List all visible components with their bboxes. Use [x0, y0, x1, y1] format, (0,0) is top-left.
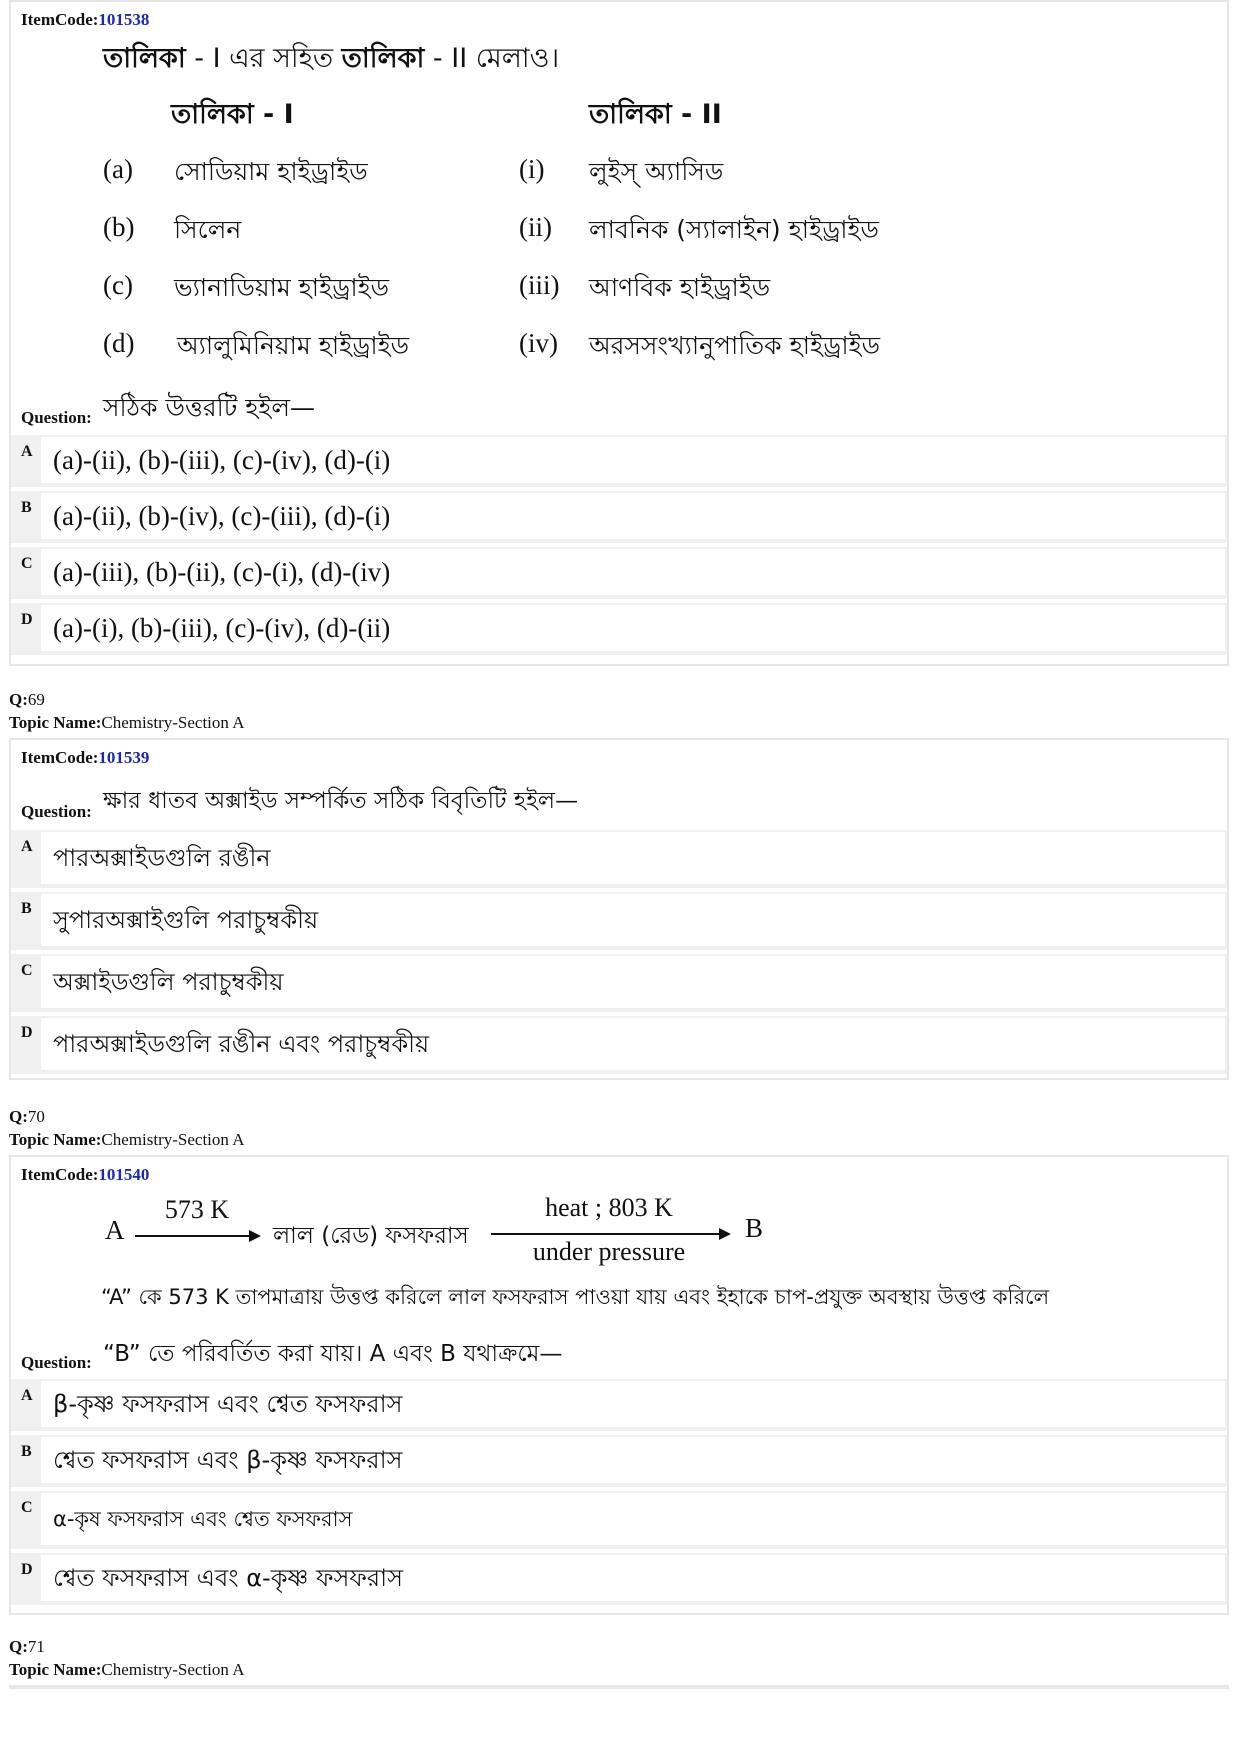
- topic-label: Topic Name:: [9, 1130, 102, 1149]
- question-label: Question:: [21, 408, 92, 427]
- option-b[interactable]: [11, 491, 1227, 543]
- option-text: β-কৃষ্ণ ফসফরাস এবং শ্বেত ফসফরাস: [41, 1381, 1225, 1427]
- item-code-label: ItemCode:: [21, 1165, 99, 1184]
- option-text: শ্বেত ফসফরাস এবং α-কৃষ্ণ ফসফরাস: [41, 1555, 1225, 1601]
- option-b[interactable]: [11, 892, 1227, 950]
- q-label: Q:: [9, 690, 28, 709]
- list-1-item: অ্যালুমিনিয়াম হাইড্রাইড: [177, 331, 410, 360]
- option-a[interactable]: [11, 1379, 1227, 1431]
- item-code: [21, 1165, 149, 1185]
- item-code: [21, 748, 149, 768]
- q-number: 69: [27, 690, 45, 709]
- instruction-bold-1: তালিকা: [103, 43, 186, 74]
- option-letter: D: [21, 611, 33, 628]
- item-code-label: ItemCode:: [21, 10, 99, 29]
- option-text: অক্সাইডগুলি পরাচুম্বকীয়: [41, 956, 1225, 1008]
- option-d[interactable]: [11, 603, 1227, 655]
- option-text: (a)-(ii), (b)-(iii), (c)-(iv), (d)-(i): [41, 437, 1225, 483]
- item-code: [21, 10, 149, 30]
- arrow-1-head: [249, 1230, 261, 1242]
- match-instruction: [103, 38, 559, 83]
- list-1-marker: (c): [103, 270, 133, 300]
- option-letter: C: [21, 962, 33, 979]
- option-letter: A: [21, 443, 33, 460]
- reaction-middle: লাল (রেড) ফসফরাস: [273, 1223, 469, 1249]
- item-code-number: 101539: [98, 748, 150, 767]
- option-c[interactable]: [11, 1491, 1227, 1549]
- option-letter: D: [21, 1561, 33, 1578]
- list-2-marker: (i): [519, 154, 545, 184]
- topic-label: Topic Name:: [9, 713, 102, 732]
- arrow-1: [135, 1235, 251, 1237]
- list-2-heading: তালিকা - II: [589, 99, 722, 130]
- list-2-item: লাবনিক (স্যালাইন) হাইড্রাইড: [589, 215, 879, 244]
- option-text: (a)-(i), (b)-(iii), (c)-(iv), (d)-(ii): [41, 605, 1225, 651]
- question-number-line: [9, 690, 45, 710]
- question-text: “B” তে পরিবর্তিত করা যায়। A এবং B যথাক্রমে—: [103, 1341, 563, 1367]
- option-c[interactable]: [11, 547, 1227, 599]
- topic-name: Chemistry-Section A: [101, 713, 245, 732]
- instruction-bold-2: তালিকা: [341, 43, 425, 74]
- option-text: পারঅক্সাইডগুলি রঙীন: [41, 832, 1225, 884]
- arrow-2-label-top: heat ; 803 K: [545, 1193, 673, 1222]
- reaction-start: A: [105, 1215, 125, 1245]
- instruction-part-2: - II মেলাও।: [424, 43, 560, 74]
- option-c[interactable]: [11, 954, 1227, 1012]
- q-label: Q:: [9, 1107, 28, 1126]
- option-letter: D: [21, 1024, 33, 1041]
- list-1-heading: তালিকা - I: [171, 99, 294, 130]
- card-top-border: [9, 1685, 1229, 1689]
- option-a[interactable]: [11, 435, 1227, 487]
- item-code-number: 101540: [98, 1165, 150, 1184]
- list-2-marker: (ii): [519, 212, 552, 242]
- arrow-2: [491, 1233, 721, 1235]
- option-letter: B: [21, 499, 32, 516]
- topic-line: [9, 713, 244, 733]
- option-b[interactable]: [11, 1435, 1227, 1487]
- option-text: শ্বেত ফসফরাস এবং β-কৃষ্ণ ফসফরাস: [41, 1437, 1225, 1483]
- list-2-item: আণবিক হাইড্রাইড: [589, 273, 771, 302]
- option-text: সুপারঅক্সাইগুলি পরাচুম্বকীয়: [41, 894, 1225, 946]
- option-letter: A: [21, 1387, 33, 1404]
- question-card-101539: [9, 738, 1229, 1080]
- question-number-line: [9, 1637, 45, 1657]
- statement-line: “A” কে 573 K তাপমাত্রায় উত্তপ্ত করিলে লাল ফসফরাস পাওয়া যায় এবং ইহাকে চাপ-প্রযুক্ত অবস্থায় উত্তপ্ত করিলে: [101, 1285, 1050, 1309]
- arrow-2-label-bottom: under pressure: [532, 1237, 686, 1266]
- list-1-marker: (d): [103, 328, 135, 358]
- question-number-line: [9, 1107, 45, 1127]
- q-number: 71: [27, 1637, 45, 1656]
- list-1-item: সিলেন: [174, 215, 242, 244]
- topic-line: [9, 1130, 244, 1150]
- instruction-part-1: - I এর সহিত: [185, 43, 342, 74]
- question-text: সঠিক উত্তরটি হইল—: [103, 393, 316, 422]
- question-card-101540: [9, 1155, 1229, 1615]
- list-1-item: ভ্যানাডিয়াম হাইড্রাইড: [174, 273, 390, 302]
- option-text: (a)-(iii), (b)-(ii), (c)-(i), (d)-(iv): [41, 549, 1225, 595]
- question-label: Question:: [21, 802, 92, 821]
- list-1-marker: (b): [103, 212, 135, 242]
- list-1-item: সোডিয়াম হাইড্রাইড: [174, 157, 368, 186]
- list-2-item: লুইস্ অ্যাসিড: [589, 157, 724, 186]
- topic-line: [9, 1660, 244, 1680]
- option-letter: A: [21, 838, 33, 855]
- list-2-marker: (iv): [519, 328, 558, 358]
- option-letter: B: [21, 1443, 32, 1460]
- question-card-101538: [9, 0, 1229, 666]
- item-code-label: ItemCode:: [21, 748, 99, 767]
- option-text: (a)-(ii), (b)-(iv), (c)-(iii), (d)-(i): [41, 493, 1225, 539]
- list-2-marker: (iii): [519, 270, 560, 300]
- option-text: পারঅক্সাইডগুলি রঙীন এবং পরাচুম্বকীয়: [41, 1018, 1225, 1070]
- reaction-end: B: [745, 1213, 764, 1243]
- topic-label: Topic Name:: [9, 1660, 102, 1679]
- option-a[interactable]: [11, 830, 1227, 888]
- option-letter: C: [21, 1499, 33, 1516]
- arrow-1-label: 573 K: [164, 1195, 230, 1224]
- q-number: 70: [27, 1107, 45, 1126]
- option-d[interactable]: [11, 1016, 1227, 1074]
- option-letter: C: [21, 555, 33, 572]
- q-label: Q:: [9, 1637, 28, 1656]
- option-d[interactable]: [11, 1553, 1227, 1605]
- question-text: ক্ষার ধাতব অক্সাইড সম্পর্কিত সঠিক বিবৃতিটি হইল—: [103, 788, 579, 814]
- list-2-item: অরসসংখ্যানুপাতিক হাইড্রাইড: [589, 331, 880, 360]
- option-letter: B: [21, 900, 32, 917]
- option-text: α-কৃষ ফসফরাস এবং শ্বেত ফসফরাস: [41, 1493, 1225, 1545]
- list-1-marker: (a): [103, 154, 133, 184]
- topic-name: Chemistry-Section A: [101, 1660, 245, 1679]
- topic-name: Chemistry-Section A: [101, 1130, 245, 1149]
- question-label: Question:: [21, 1353, 92, 1372]
- item-code-number: 101538: [98, 10, 150, 29]
